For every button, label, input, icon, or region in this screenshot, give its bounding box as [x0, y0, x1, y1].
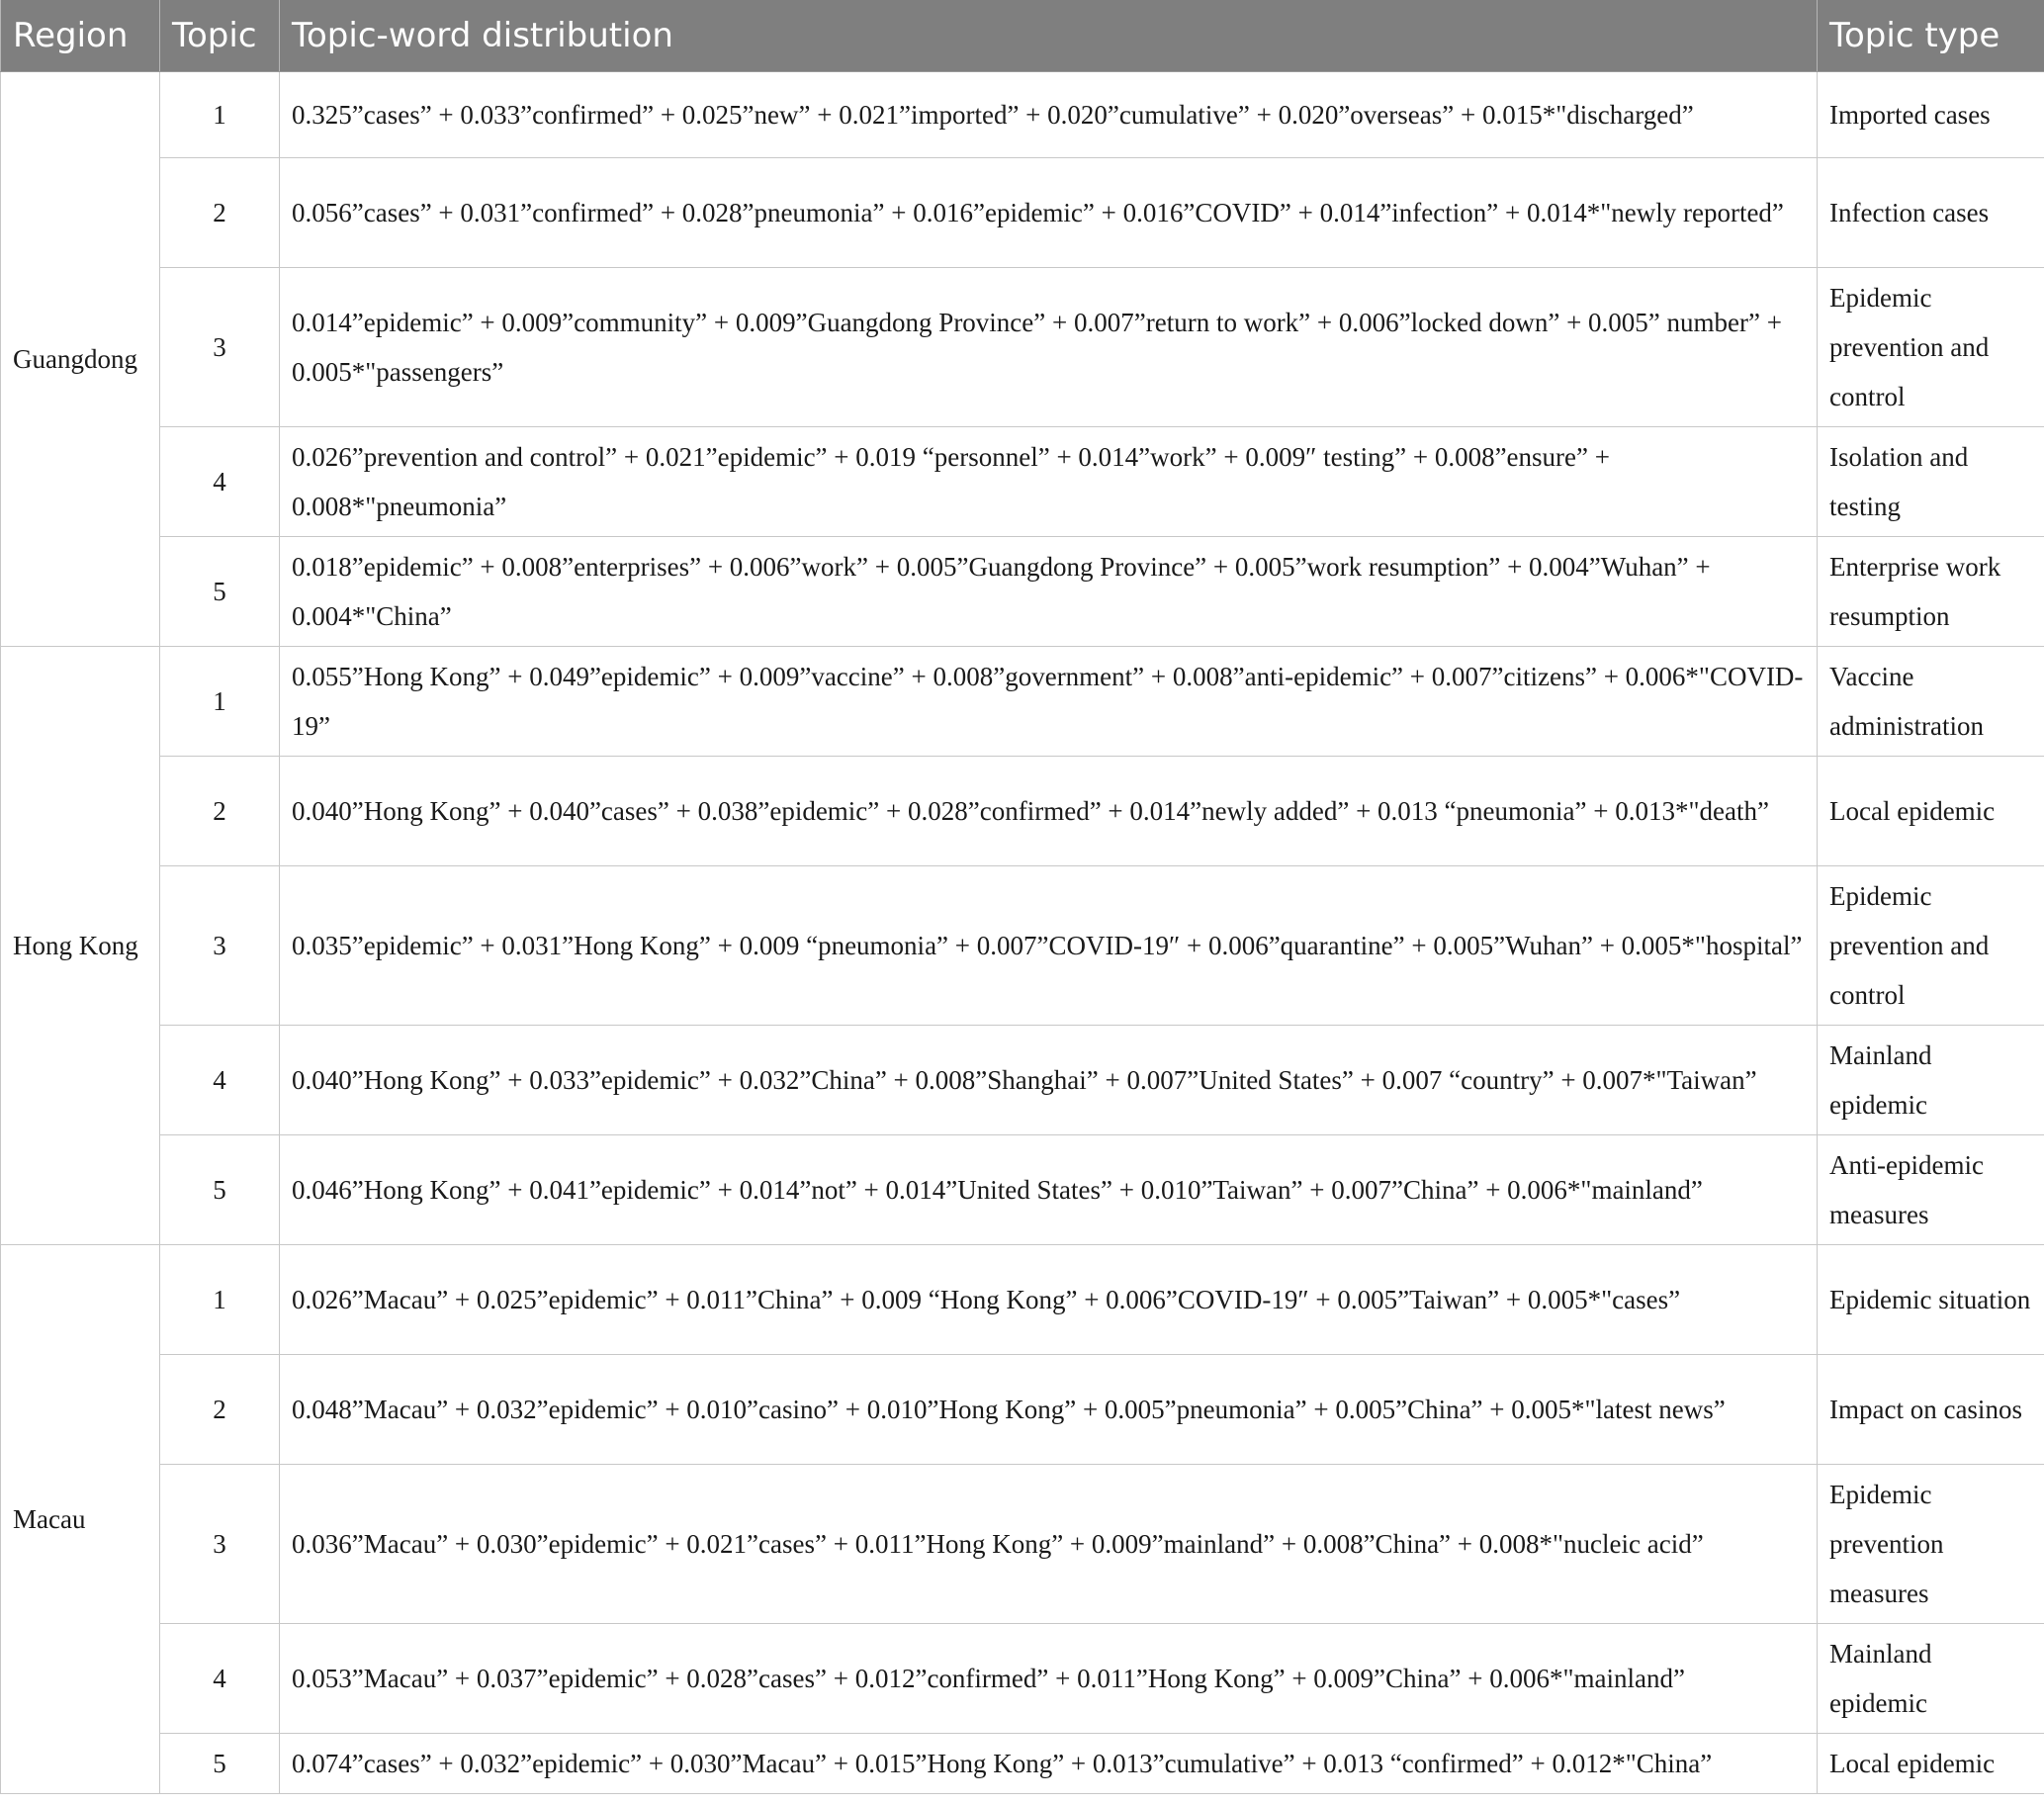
distribution-cell: 0.018”epidemic” + 0.008”enterprises” + 0.006”work” + 0.005”Guangdong Province” + 0.005”work resumption” + 0.004”Wuhan” + 0.004*"China” — [280, 537, 1818, 647]
table-row — [1, 1135, 2044, 1245]
table-row — [1, 72, 2044, 158]
distribution-cell: 0.026”Macau” + 0.025”epidemic” + 0.011”China” + 0.009 “Hong Kong” + 0.006”COVID-19″ + 0.005”Taiwan” + 0.005*"cases” — [280, 1245, 1818, 1355]
distribution-cell: 0.048”Macau” + 0.032”epidemic” + 0.010”casino” + 0.010”Hong Kong” + 0.005”pneumonia” + 0.005”China” + 0.005*"latest news” — [280, 1355, 1818, 1465]
table-row — [1, 866, 2044, 1026]
type-cell: Mainland epidemic — [1818, 1026, 2044, 1135]
topic-cell: 5 — [160, 1734, 280, 1794]
distribution-cell: 0.055”Hong Kong” + 0.049”epidemic” + 0.009”vaccine” + 0.008”government” + 0.008”anti-epidemic” + 0.007”citizens” + 0.006*"COVID-19” — [280, 647, 1818, 757]
table-row — [1, 1465, 2044, 1624]
table-row — [1, 1624, 2044, 1734]
distribution-cell: 0.036”Macau” + 0.030”epidemic” + 0.021”cases” + 0.011”Hong Kong” + 0.009”mainland” + 0.008”China” + 0.008*"nucleic acid” — [280, 1465, 1818, 1624]
table-row — [1, 1355, 2044, 1465]
table-row — [1, 537, 2044, 647]
table-row — [1, 1026, 2044, 1135]
distribution-cell: 0.056”cases” + 0.031”confirmed” + 0.028”pneumonia” + 0.016”epidemic” + 0.016”COVID” + 0.014”infection” + 0.014*"newly reported” — [280, 158, 1818, 268]
topic-cell: 5 — [160, 1135, 280, 1245]
distribution-cell: 0.325”cases” + 0.033”confirmed” + 0.025”new” + 0.021”imported” + 0.020”cumulative” + 0.020”overseas” + 0.015*"discharged” — [280, 72, 1818, 158]
header-row — [1, 0, 2044, 72]
distribution-cell: 0.040”Hong Kong” + 0.040”cases” + 0.038”epidemic” + 0.028”confirmed” + 0.014”newly added” + 0.013 “pneumonia” + 0.013*"death” — [280, 757, 1818, 866]
type-cell: Local epidemic — [1818, 757, 2044, 866]
header-distribution: Topic-word distribution — [280, 0, 1818, 72]
topic-cell: 5 — [160, 537, 280, 647]
region-cell: Guangdong — [1, 72, 160, 647]
distribution-cell: 0.026”prevention and control” + 0.021”epidemic” + 0.019 “personnel” + 0.014”work” + 0.009″ testing” + 0.008”ensure” + 0.008*"pneumonia” — [280, 427, 1818, 537]
topic-cell: 3 — [160, 268, 280, 427]
topic-cell: 4 — [160, 1026, 280, 1135]
distribution-cell: 0.014”epidemic” + 0.009”community” + 0.009”Guangdong Province” + 0.007”return to work” + 0.006”locked down” + 0.005” number” + 0.005*"passengers” — [280, 268, 1818, 427]
distribution-cell: 0.053”Macau” + 0.037”epidemic” + 0.028”cases” + 0.012”confirmed” + 0.011”Hong Kong” + 0.009”China” + 0.006*"mainland” — [280, 1624, 1818, 1734]
distribution-cell: 0.040”Hong Kong” + 0.033”epidemic” + 0.032”China” + 0.008”Shanghai” + 0.007”United States” + 0.007 “country” + 0.007*"Taiwan” — [280, 1026, 1818, 1135]
header-region: Region — [1, 0, 160, 72]
table-row — [1, 1734, 2044, 1794]
distribution-cell: 0.074”cases” + 0.032”epidemic” + 0.030”Macau” + 0.015”Hong Kong” + 0.013”cumulative” + 0.013 “confirmed” + 0.012*"China” — [280, 1734, 1818, 1794]
topic-cell: 3 — [160, 866, 280, 1026]
topic-cell: 4 — [160, 427, 280, 537]
table-row — [1, 1245, 2044, 1355]
header-topic: Topic — [160, 0, 280, 72]
type-cell: Isolation and testing — [1818, 427, 2044, 537]
type-cell: Epidemic situation — [1818, 1245, 2044, 1355]
table-row — [1, 268, 2044, 427]
type-cell: Imported cases — [1818, 72, 2044, 158]
header-type: Topic type — [1818, 0, 2044, 72]
type-cell: Mainland epidemic — [1818, 1624, 2044, 1734]
topic-cell: 1 — [160, 647, 280, 757]
table-row — [1, 647, 2044, 757]
topic-cell: 3 — [160, 1465, 280, 1624]
region-cell: Macau — [1, 1245, 160, 1794]
topic-cell: 4 — [160, 1624, 280, 1734]
type-cell: Epidemic prevention and control — [1818, 268, 2044, 427]
type-cell: Enterprise work resumption — [1818, 537, 2044, 647]
topic-cell: 1 — [160, 72, 280, 158]
type-cell: Infection cases — [1818, 158, 2044, 268]
table-row — [1, 427, 2044, 537]
topic-cell: 1 — [160, 1245, 280, 1355]
type-cell: Impact on casinos — [1818, 1355, 2044, 1465]
type-cell: Epidemic prevention and control — [1818, 866, 2044, 1026]
distribution-cell: 0.046”Hong Kong” + 0.041”epidemic” + 0.014”not” + 0.014”United States” + 0.010”Taiwan” + 0.007”China” + 0.006*"mainland” — [280, 1135, 1818, 1245]
topic-cell: 2 — [160, 158, 280, 268]
topic-cell: 2 — [160, 757, 280, 866]
table-row — [1, 158, 2044, 268]
type-cell: Local epidemic — [1818, 1734, 2044, 1794]
type-cell: Vaccine administration — [1818, 647, 2044, 757]
type-cell: Anti-epidemic measures — [1818, 1135, 2044, 1245]
topic-cell: 2 — [160, 1355, 280, 1465]
distribution-cell: 0.035”epidemic” + 0.031”Hong Kong” + 0.009 “pneumonia” + 0.007”COVID-19″ + 0.006”quarantine” + 0.005”Wuhan” + 0.005*"hospital” — [280, 866, 1818, 1026]
table-row — [1, 757, 2044, 866]
type-cell: Epidemic prevention measures — [1818, 1465, 2044, 1624]
region-cell: Hong Kong — [1, 647, 160, 1245]
